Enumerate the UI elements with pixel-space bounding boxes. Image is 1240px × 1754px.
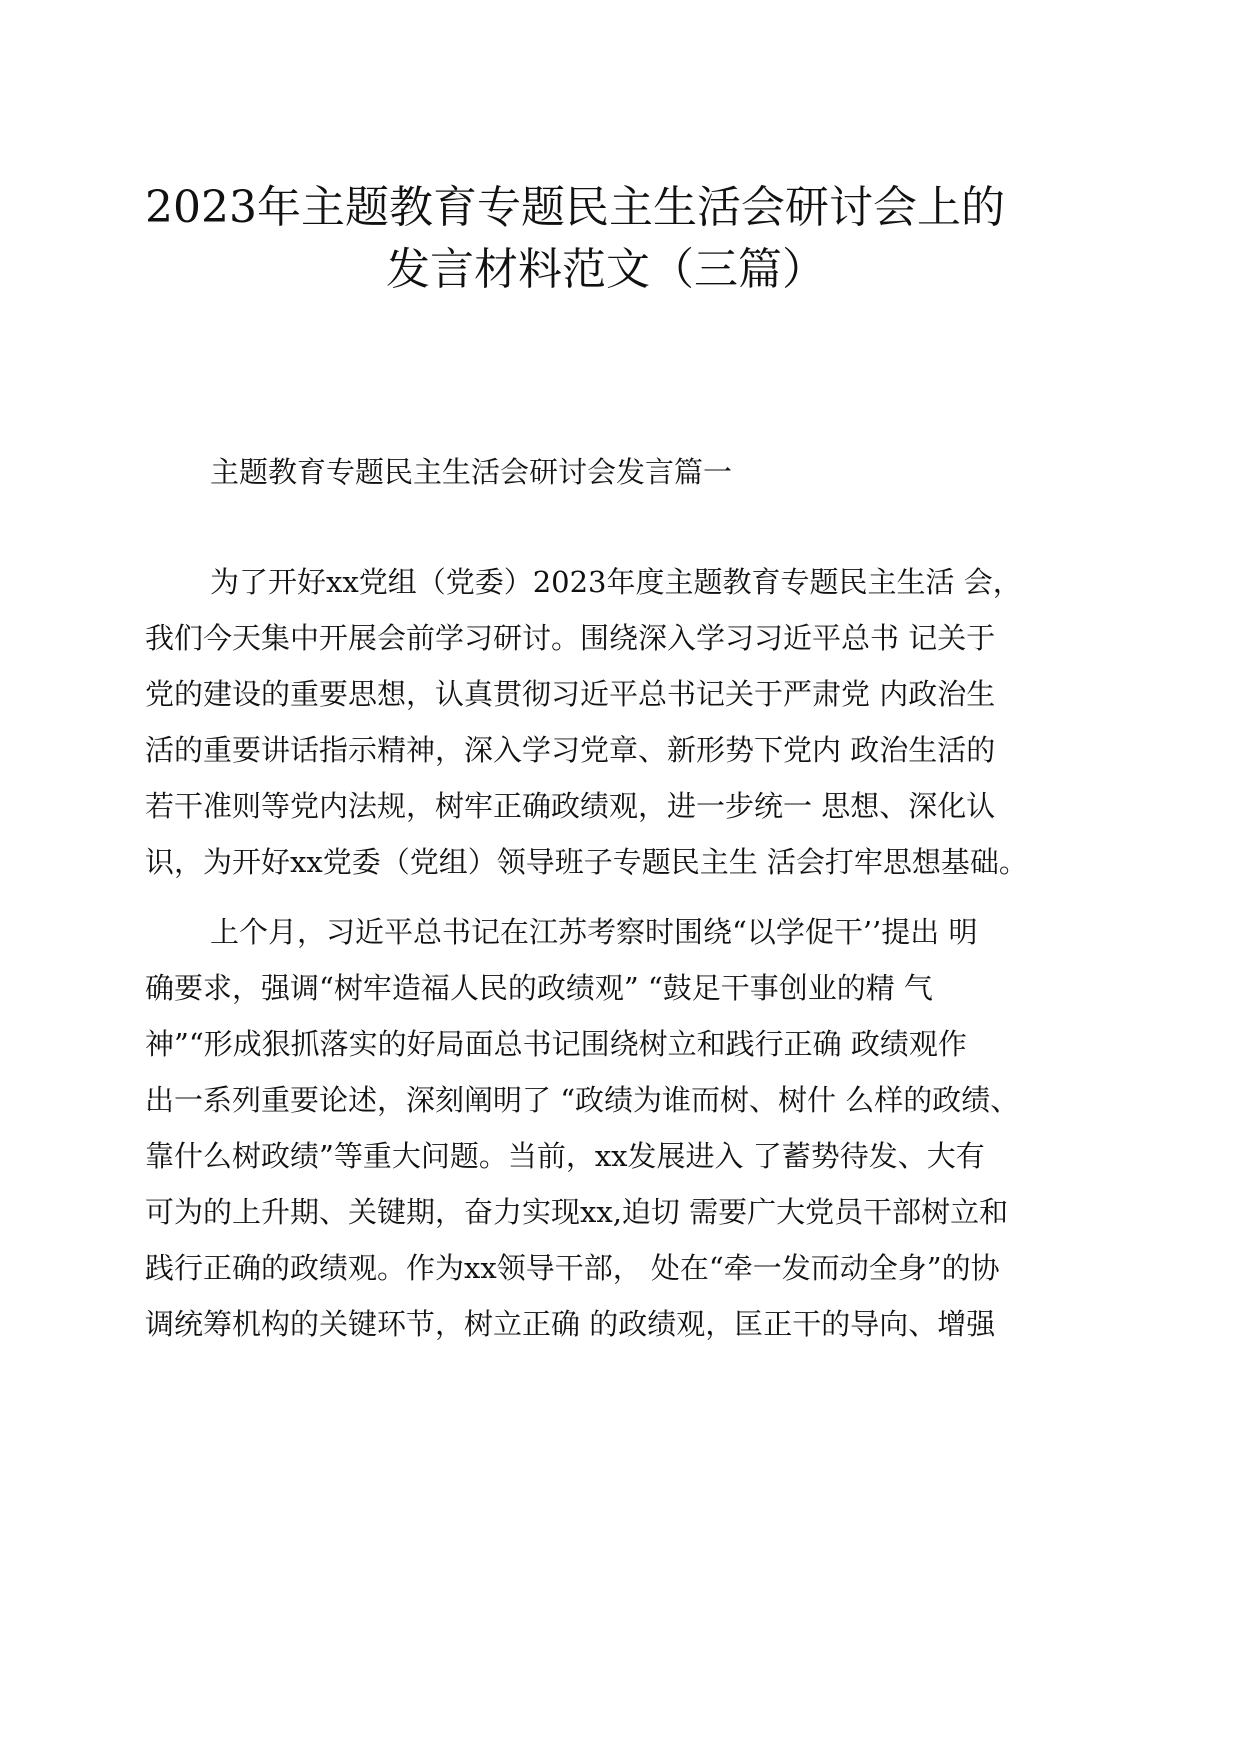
- paragraph-1-line-2: 我们今天集中开展会前学习研讨。围绕深入学习习近平总书 记关于: [145, 621, 996, 655]
- paragraph-1-line-1: 为了开好xx党组（党委）2023年度主题教育专题民主生活 会，: [210, 565, 1022, 599]
- paragraph-2-line-7: 践行正确的政绩观。作为xx领导干部， 处在“牵一发而动全身”的协: [145, 1251, 1000, 1285]
- paragraph-2-line-6: 可为的上升期、关键期，奋力实现xx,迫切 需要广大党员干部树立和: [145, 1195, 1009, 1229]
- paragraph-2-line-3: 神”“形成狠抓落实的好局面总书记围绕树立和践行正确 政绩观作: [145, 1027, 967, 1061]
- paragraph-1-line-4: 活的重要讲话指示精神，深入学习党章、新形势下党内 政治生活的: [145, 733, 996, 767]
- paragraph-1-line-6: 识，为开好xx党委（党组）领导班子专题民主生 活会打牢思想基础。: [145, 845, 1028, 879]
- document-title-line-1: 2023年主题教育专题民主生活会研讨会上的: [145, 182, 1005, 233]
- paragraph-2-line-4: 出一系列重要论述，深刻阐明了 “政绩为谁而树、树什 么样的政绩、: [145, 1083, 1020, 1117]
- document-title-line-2: 发言材料范文（三篇）: [386, 244, 826, 295]
- paragraph-1-line-5: 若干准则等党内法规，树牢正确政绩观，进一步统一 思想、深化认: [145, 789, 996, 823]
- paragraph-2-line-1: 上个月，习近平总书记在江苏考察时围绕“以学促干’’提出 明: [210, 915, 978, 949]
- paragraph-1-line-3: 党的建设的重要思想，认真贯彻习近平总书记关于严肃党 内政治生: [145, 677, 996, 711]
- paragraph-2-line-8: 调统筹机构的关键环节，树立正确 的政绩观，匡正干的导向、增强: [145, 1307, 996, 1341]
- paragraph-2-line-5: 靠什么树政绩”等重大问题。当前，xx发展进入 了蓄势待发、大有: [145, 1139, 985, 1173]
- section-heading: 主题教育专题民主生活会研讨会发言篇一: [210, 455, 733, 489]
- paragraph-2-line-2: 确要求，强调“树牢造福人民的政绩观” “鼓足干事创业的精 气: [145, 971, 933, 1005]
